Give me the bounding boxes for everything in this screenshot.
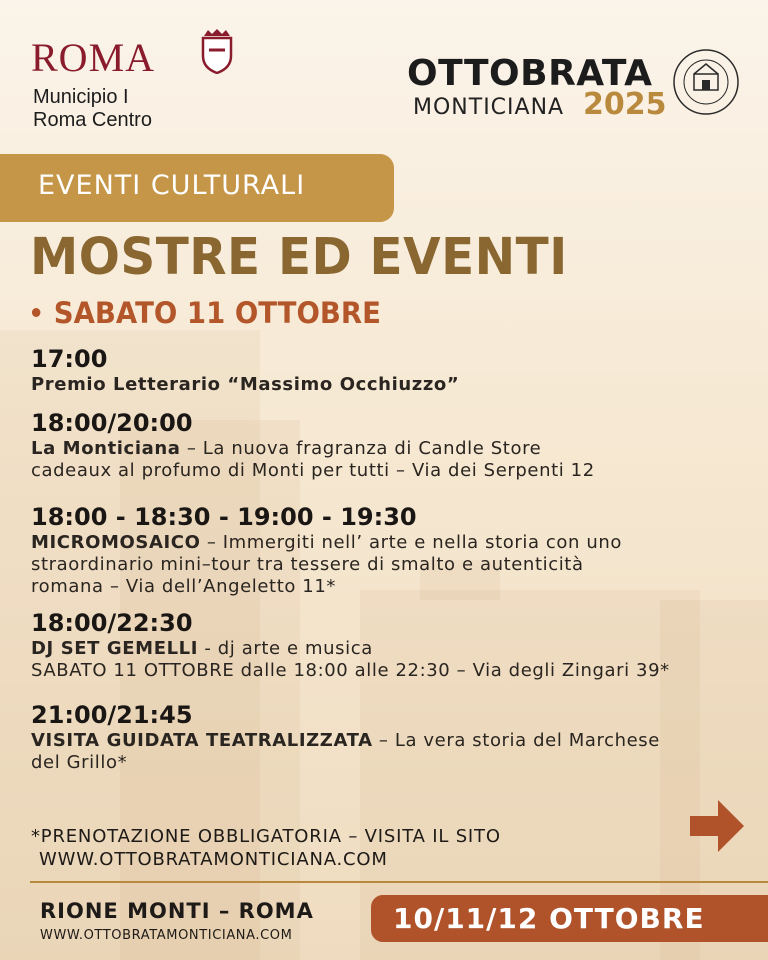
event-year: 2025 (583, 87, 667, 122)
event-title: DJ SET GEMELLI (31, 638, 199, 659)
event-time: 17:00 (31, 345, 108, 373)
ottobrata-title: OTTOBRATA (407, 53, 653, 94)
event-time: 18:00/20:00 (31, 409, 193, 437)
booking-website-link[interactable]: WWW.OTTOBRATAMONTICIANA.COM (39, 849, 388, 870)
booking-note (31, 825, 501, 871)
event-dates-label: 10/11/12 OTTOBRE (393, 902, 705, 935)
monticiana-subtitle: MONTICIANA (413, 95, 565, 120)
event-description: – La vera storia del Marchese (372, 730, 660, 751)
event-time: 21:00/21:45 (31, 701, 193, 729)
event-time: 18:00 - 18:30 - 19:00 - 19:30 (31, 503, 417, 531)
event-description: – La nuova fragranza di Candle Store (180, 438, 542, 459)
footer-divider (30, 881, 768, 883)
event-description: romana – Via dell’Angeletto 11* (31, 576, 337, 597)
event-dates-badge (371, 895, 768, 942)
date-heading: SABATO 11 OTTOBRE (30, 295, 381, 331)
booking-note-text: *PRENOTAZIONE OBBLIGATORIA – VISITA IL SITO (31, 826, 501, 847)
eventi-culturali-tag (0, 154, 394, 222)
tag-label: EVENTI CULTURALI (38, 170, 306, 201)
ottobrata-seal-icon (672, 48, 740, 116)
footer-place: RIONE MONTI – ROMA (40, 899, 314, 923)
roma-crest-icon (200, 28, 234, 74)
event-item (31, 608, 751, 682)
event-description: SABATO 11 OTTOBRE dalle 18:00 alle 22:30 – Via degli Zingari 39* (31, 660, 670, 681)
event-title: Premio Letterario “Massimo Occhiuzzo” (31, 374, 460, 395)
event-description: - dj arte e musica (198, 638, 373, 659)
footer-website-link[interactable]: WWW.OTTOBRATAMONTICIANA.COM (40, 928, 293, 943)
event-item (31, 700, 751, 774)
event-item (31, 344, 751, 396)
arrow-right-icon (690, 800, 744, 852)
event-description: del Grillo* (31, 752, 128, 773)
roma-logo-text: ROMA (31, 35, 156, 80)
event-description: straordinario mini–tour tra tessere di smalto e autenticità (31, 554, 584, 575)
bullet-icon (32, 308, 41, 317)
event-description: cadeaux al profumo di Monti per tutti – Via dei Serpenti 12 (31, 460, 595, 481)
event-item (31, 408, 751, 482)
event-title: VISITA GUIDATA TEATRALIZZATA (31, 730, 373, 751)
event-title: La Monticiana (31, 438, 181, 459)
page-title: MOSTRE ED EVENTI (30, 228, 568, 287)
municipio-label: Municipio I Roma Centro (33, 86, 152, 131)
event-time: 18:00/22:30 (31, 609, 193, 637)
event-item (31, 502, 751, 598)
event-description: – Immergiti nell’ arte e nella storia con uno (200, 532, 622, 553)
event-title: MICROMOSAICO (31, 532, 201, 553)
